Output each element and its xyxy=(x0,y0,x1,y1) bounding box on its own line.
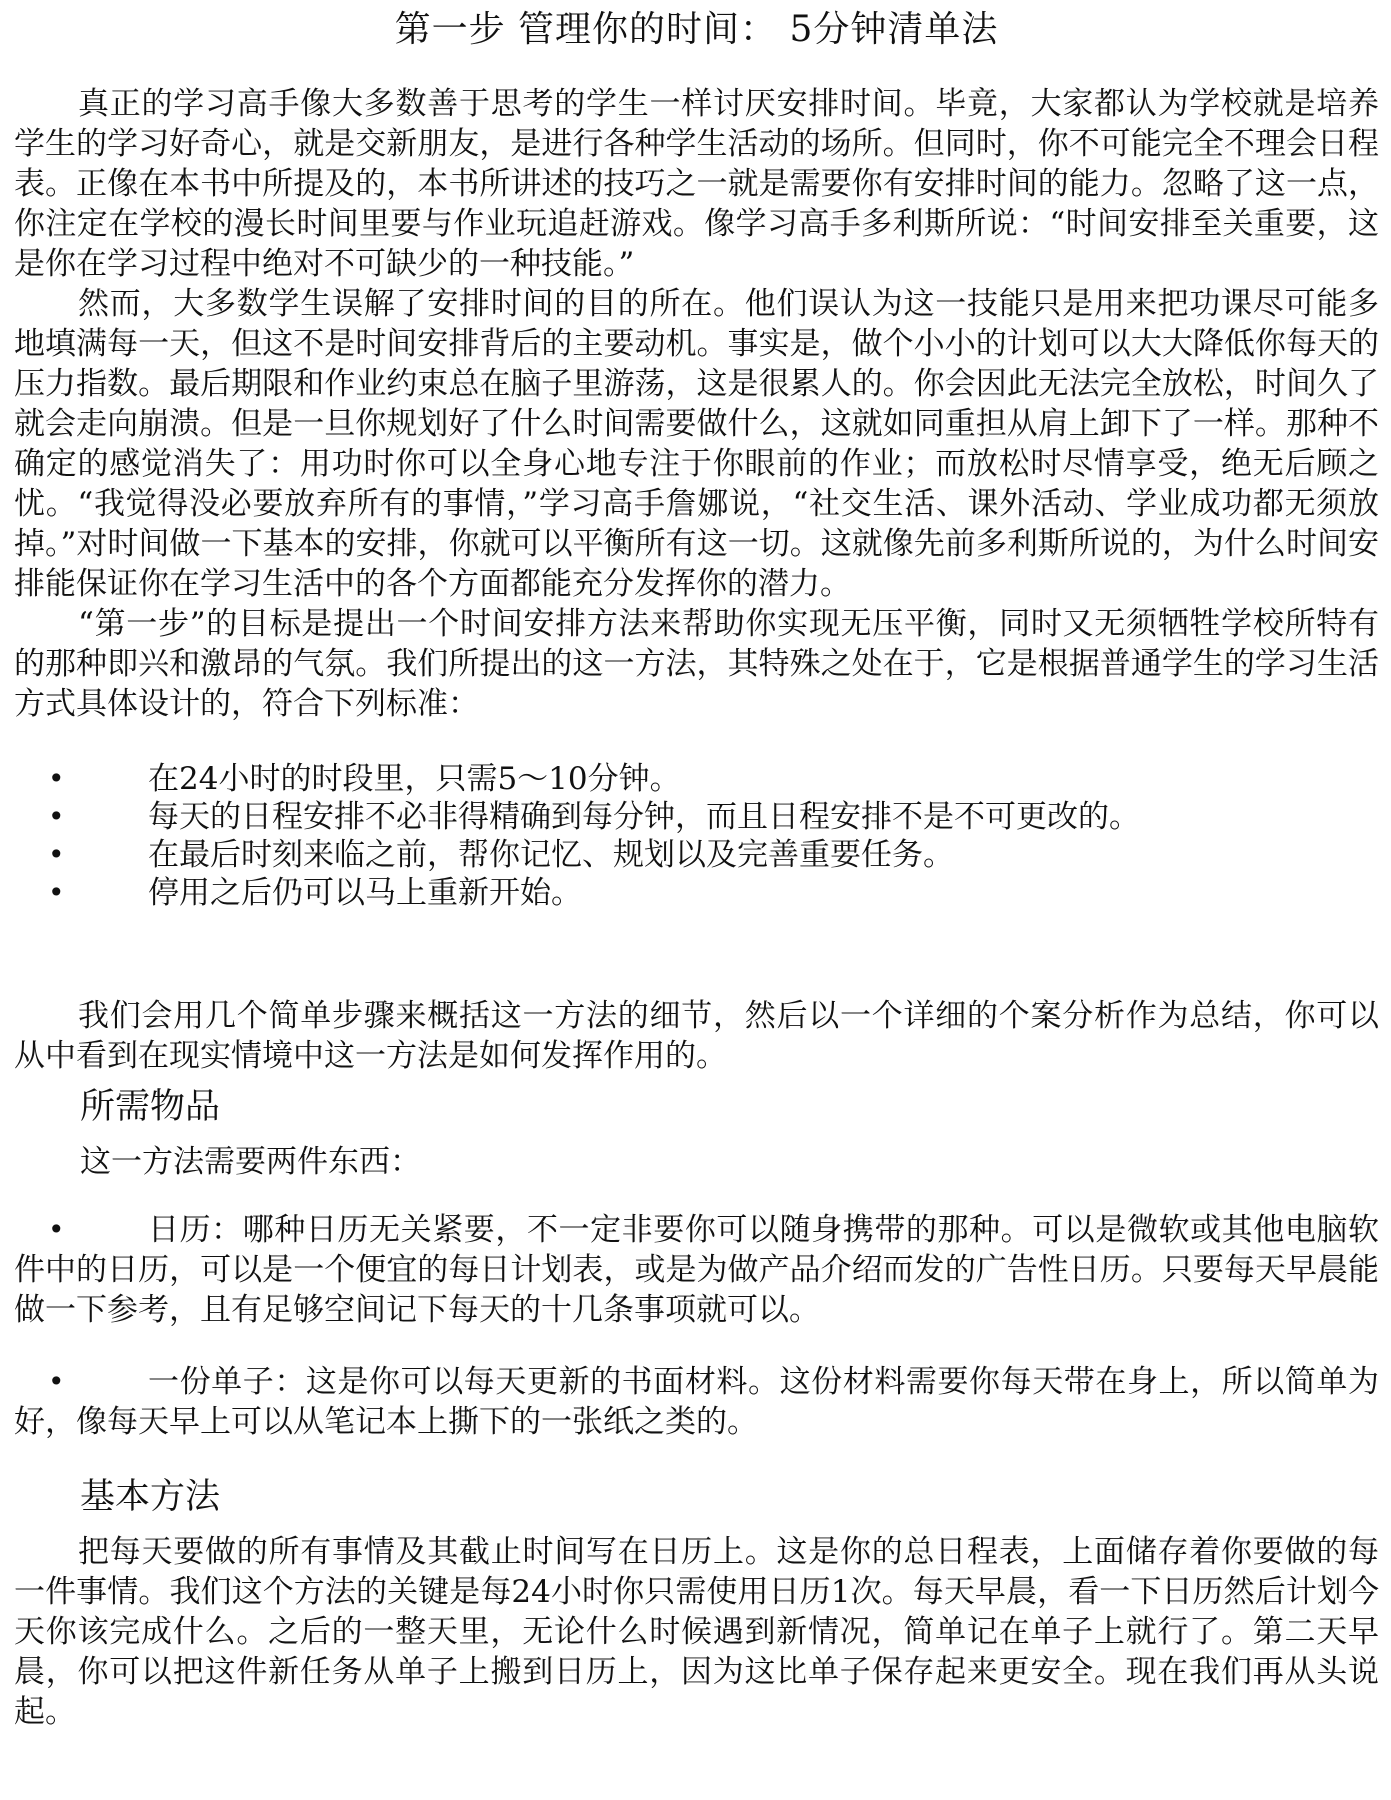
criteria-list xyxy=(14,760,1379,912)
section-heading-materials: 所需物品 xyxy=(80,1087,221,1127)
bullet-icon: • xyxy=(48,876,65,909)
list-item xyxy=(14,798,1379,836)
list-item xyxy=(14,1210,1379,1330)
page-title: 第一步 管理你的时间： 5分钟清单法 xyxy=(394,9,999,50)
materials-intro: 这一方法需要两件东西： xyxy=(80,1144,421,1180)
list-item xyxy=(14,1362,1379,1442)
bullet-icon: • xyxy=(48,1365,65,1398)
list-item xyxy=(14,874,1379,912)
list-item-text: 每天的日程安排不必非得精确到每分钟，而且日程安排不是不可更改的。 xyxy=(148,799,1140,835)
paragraph-misunderstanding: 然而，大多数学生误解了安排时间的目的所在。他们误认为这一技能只是用来把功课尽可能多地填满每一天，但这不是时间安排背后的主要动机。事实是，做个小小的计划可以大大降低你每天的压力指数。最后期限和作业约束总在脑子里游荡，这是很累人的。你会因此无法完全放松，时间久了就会走向崩溃。但是一旦你规划好了什么时间需要做什么，这就如同重担从肩上卸下了一样。那种不确定的感觉消失了：用功时你可以全身心地专注于你眼前的作业；而放松时尽情享受，绝无后顾之忧。“我觉得没必要放弃所有的事情，”学习高手詹娜说，“社交生活、课外活动、学业成功都无须放掉。”对时间做一下基本的安排，你就可以平衡所有这一切。这就像先前多利斯所说的，为什么时间安排能保证你在学习生活中的各个方面都能充分发挥你的潜力。 xyxy=(14,286,1379,602)
bullet-icon: • xyxy=(48,838,65,871)
bullet-icon: • xyxy=(48,800,65,833)
bullet-icon: • xyxy=(48,1213,65,1246)
bullet-icon: • xyxy=(48,762,65,795)
section-heading-method: 基本方法 xyxy=(80,1477,221,1517)
list-item-text: 在最后时刻来临之前，帮你记忆、规划以及完善重要任务。 xyxy=(148,837,954,873)
list-item-text: 一份单子：这是你可以每天更新的书面材料。这份材料需要你每天带在身上，所以简单为好，像每天早上可以从笔记本上撕下的一张纸之类的。 xyxy=(14,1364,1379,1440)
spacer xyxy=(14,912,1379,996)
list-item xyxy=(14,760,1379,798)
list-item-text: 日历：哪种日历无关紧要，不一定非要你可以随身携带的那种。可以是微软或其他电脑软件中的日历，可以是一个便宜的每日计划表，或是为做产品介绍而发的广告性日历。只要每天早晨能做一下参考，且有足够空间记下每天的十几条事项就可以。 xyxy=(14,1212,1379,1328)
list-item-text: 在24小时的时段里，只需5～10分钟。 xyxy=(148,761,681,797)
materials-list xyxy=(14,1210,1379,1442)
paragraph-method: 把每天要做的所有事情及其截止时间写在日历上。这是你的总日程表，上面储存着你要做的每一件事情。我们这个方法的关键是每24小时你只需使用日历1次。每天早晨，看一下日历然后计划今天你该完成什么。之后的一整天里，无论什么时候遇到新情况，简单记在单子上就行了。第二天早晨，你可以把这件新任务从单子上搬到日历上，因为这比单子保存起来更安全。现在我们再从头说起。 xyxy=(14,1534,1379,1730)
paragraph-summary: 我们会用几个简单步骤来概括这一方法的细节，然后以一个详细的个案分析作为总结，你可以从中看到在现实情境中这一方法是如何发挥作用的。 xyxy=(14,998,1379,1074)
list-item xyxy=(14,836,1379,874)
list-item-text: 停用之后仍可以马上重新开始。 xyxy=(148,875,582,911)
paragraph-intro: 真正的学习高手像大多数善于思考的学生一样讨厌安排时间。毕竟，大家都认为学校就是培养学生的学习好奇心，就是交新朋友，是进行各种学生活动的场所。但同时，你不可能完全不理会日程表。正像在本书中所提及的，本书所讲述的技巧之一就是需要你有安排时间的能力。忽略了这一点，你注定在学校的漫长时间里要与作业玩追赶游戏。像学习高手多利斯所说：“时间安排至关重要，这是你在学习过程中绝对不可缺少的一种技能。” xyxy=(14,86,1379,282)
paragraph-goal: “第一步”的目标是提出一个时间安排方法来帮助你实现无压平衡，同时又无须牺牲学校所特有的那种即兴和激昂的气氛。我们所提出的这一方法，其特殊之处在于，它是根据普通学生的学习生活方式具体设计的，符合下列标准： xyxy=(14,606,1379,722)
